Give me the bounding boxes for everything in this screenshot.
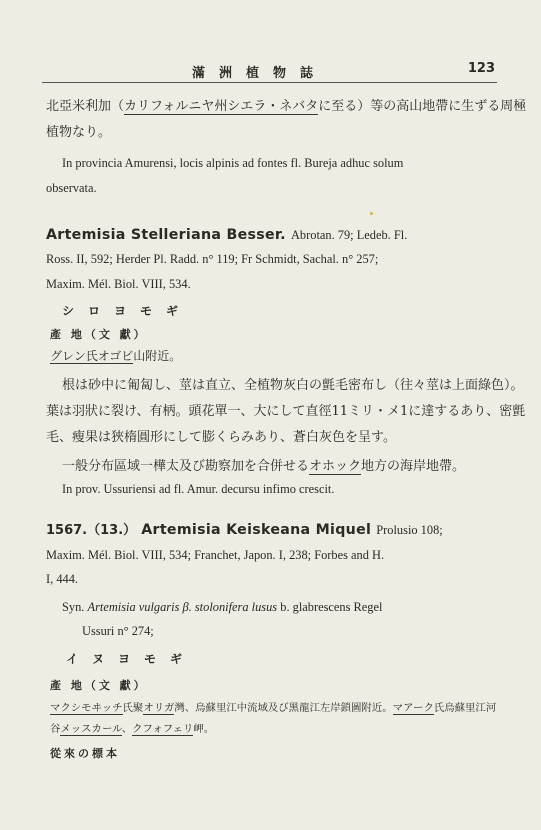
entry-number: 1567.（13.）	[46, 523, 137, 538]
page-number: 123	[467, 61, 495, 76]
header-title: 滿洲植物誌	[192, 66, 328, 81]
habitat-heading: 產 地（文 獻）	[50, 328, 148, 341]
description-line: 葉は羽狀に裂け、有柄。頭花單一、大にして直徑11ミリ・メ1に達するあり、密氈	[46, 404, 526, 419]
intro-line-2: 植物なり。	[46, 125, 112, 140]
collector-name: グレン氏オゴビ	[50, 349, 134, 363]
ink-speck	[370, 212, 373, 215]
entry-heading-stelleriana	[46, 222, 407, 247]
intro-latin-2: observata.	[46, 181, 97, 195]
place-name: クフォフェリ	[132, 723, 194, 735]
reference-line: Ross. II, 592; Herder Pl. Radd. n° 119; Fr Schmidt, Sachal. n° 257;	[46, 252, 379, 266]
habitat-line: マクシモヰッチ氏聚オリガ灣、烏蘇里江中流域及び黑龍江左岸鎖圖附近。マアーク氏烏蘇里江河	[50, 702, 497, 714]
collector-name: マアーク	[392, 702, 434, 714]
reference: Prolusio 108;	[376, 523, 443, 537]
reference-line: Maxim. Mél. Biol. VIII, 534; Franchet, Japon. I, 238; Forbes and H.	[46, 548, 385, 562]
habitat-heading: 產 地（文 獻）	[50, 679, 148, 692]
place-name: メッスカール	[60, 723, 122, 735]
reference: Abrotan. 79; Ledeb. Fl.	[290, 228, 408, 242]
specimens-heading: 從來の標本	[50, 747, 120, 760]
entry-heading-keiskeana	[46, 517, 443, 543]
running-header	[42, 60, 497, 83]
distribution-line: 一般分布區域一樺太及び勘察加を合併せるオホック地方の海岸地帶。	[62, 459, 466, 474]
reference-line: I, 444.	[46, 572, 79, 586]
description-line: 毛、瘦果は狹楕圓形にして膨くらみあり、蒼白灰色を呈す。	[46, 430, 396, 445]
place-name: オホック	[309, 459, 362, 474]
intro-latin-1: In provincia Amurensi, locis alpinis ad fontes fl. Bureja adhuc solum	[62, 156, 404, 170]
intro-line-1: 北亞米利加（カリフォルニヤ州シエラ・ネバタに至る）等の高山地帶に生ずる周極	[46, 99, 527, 114]
collector-name: マクシモヰッチ	[50, 702, 123, 714]
japanese-name: イヌヨモギ	[66, 652, 197, 666]
species-name: Artemisia Keiskeana Miquel	[141, 522, 372, 538]
place-name: オリガ	[143, 702, 175, 714]
description-line: 根は砂中に匍匐し、莖は直立、全植物灰白の氈毛密布し（往々莖は上面綠色）。	[62, 378, 524, 393]
place-name: カリフォルニヤ州シエラ・ネバタ	[124, 99, 319, 114]
synonym-line: Syn. Artemisia vulgaris β. stolonifera lusus b. glabrescens Regel	[62, 600, 383, 614]
synonym-name: Artemisia vulgaris β. stolonifera lusus	[87, 600, 278, 614]
latin-note: In prov. Ussuriensi ad fl. Amur. decursu infimo crescit.	[62, 482, 335, 496]
japanese-name: シロヨモギ	[62, 304, 193, 318]
reference-line: Maxim. Mél. Biol. VIII, 534.	[46, 277, 191, 291]
synonym-reference: Ussuri n° 274;	[82, 624, 154, 638]
habitat-line: グレン氏オゴビ山附近。	[50, 349, 182, 363]
species-name: Artemisia Stelleriana Besser.	[46, 227, 286, 243]
habitat-line: 谷メッスカール、クフォフェリ岬。	[50, 723, 215, 735]
